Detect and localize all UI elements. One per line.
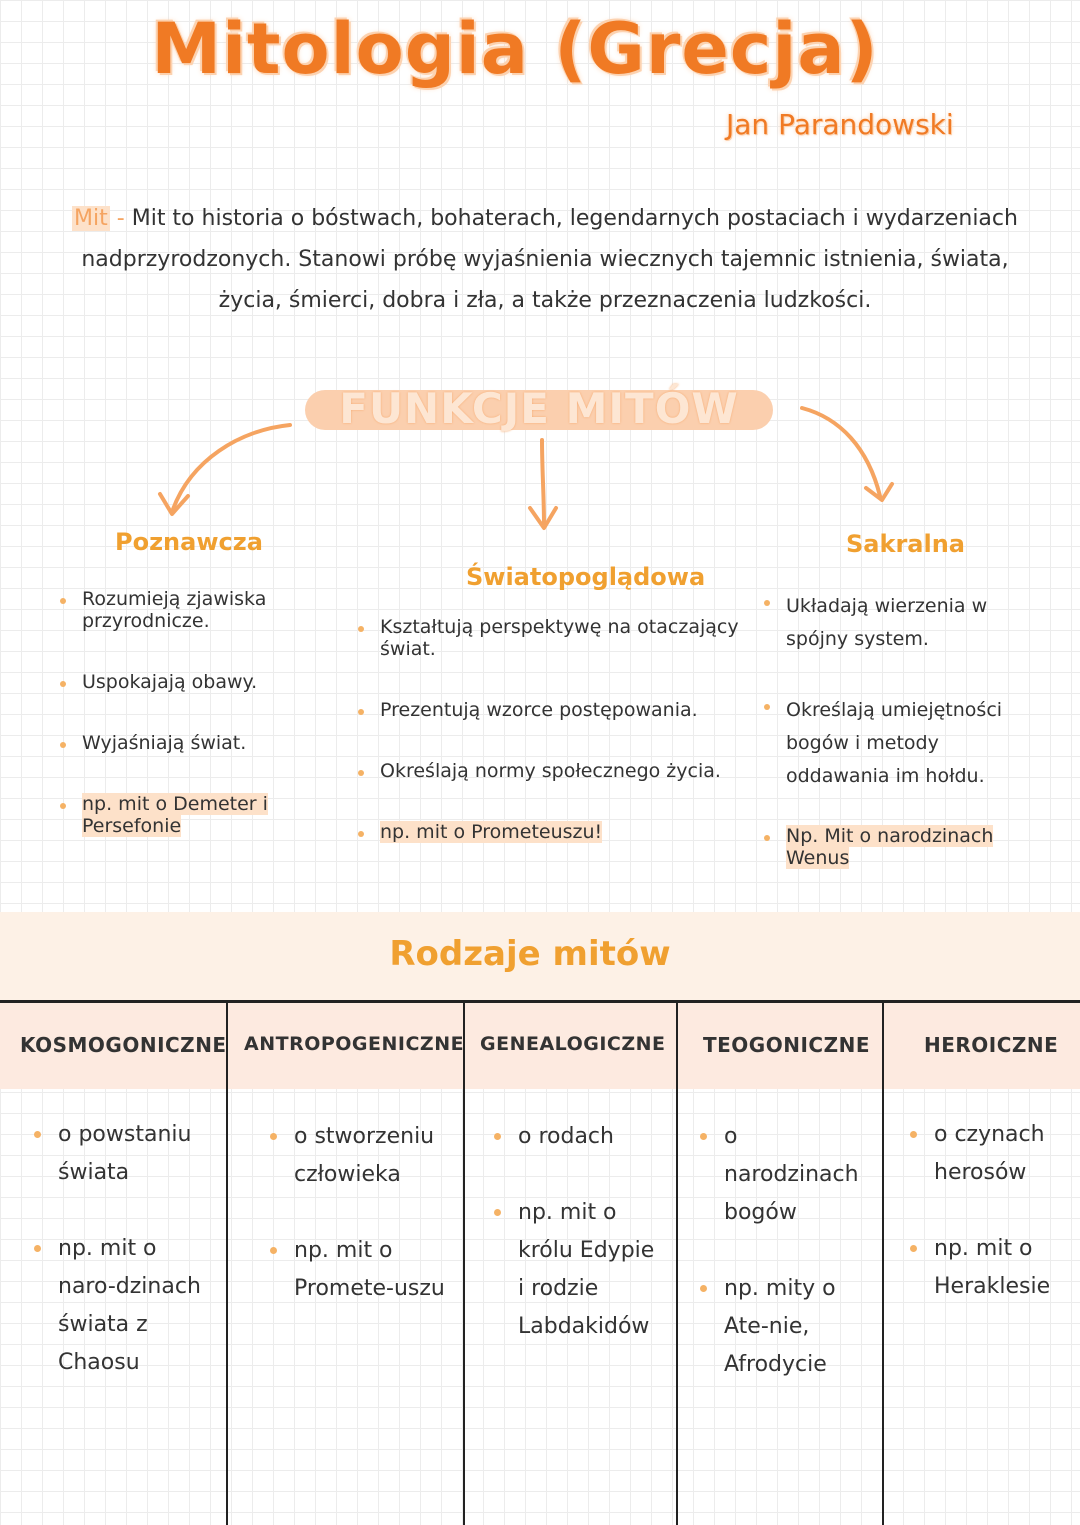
function-list-swiatopogladowa: [358, 616, 758, 843]
type-header-teogoniczne: TEOGONICZNE: [703, 1033, 870, 1057]
table-top-border: [0, 1000, 1080, 1003]
example-text: np. mit o Prometeuszu!: [380, 821, 603, 843]
list-item: np. mit o królu Edypie i rodzie Labdakidów: [494, 1194, 664, 1346]
list-item: o czynach herosów: [910, 1116, 1070, 1192]
list-item: np. mit o Promete-uszu: [270, 1232, 450, 1308]
definition-text: Mit to historia o bóstwach, bohaterach, legendarnych postaciach i wydarzeniach nadprzyrodzonych. Stanowi próbę wyjaśnienia wiecznych tajemnic istnienia, świata, życia, śmierci, dobra i zła, a także przeznaczenia ludzkości.: [81, 206, 1018, 313]
function-list-poznawcza: [60, 588, 360, 837]
column-divider: [226, 1003, 228, 1525]
type-header-antropogeniczne: ANTROPOGENICZNE: [244, 1033, 465, 1055]
type-list-teogoniczne: [700, 1118, 870, 1422]
example-text: Np. Mit o narodzinach Wenus: [786, 825, 994, 869]
list-item: Prezentują wzorce postępowania.: [358, 699, 758, 721]
function-title-swiatopogladowa: Światopoglądowa: [466, 563, 706, 591]
list-item: o rodach: [494, 1118, 664, 1156]
column-divider: [463, 1003, 465, 1525]
list-item: [764, 825, 1044, 869]
type-header-genealogiczne: GENEALOGICZNE: [480, 1033, 666, 1055]
list-item: o narodzinach bogów: [700, 1118, 870, 1232]
arrow-right-icon: [802, 408, 880, 496]
list-item: [358, 821, 758, 843]
list-item: Uspokajają obawy.: [60, 671, 360, 693]
function-list-sakralna: [764, 590, 1044, 869]
page-title: Mitologia (Grecja): [151, 8, 879, 90]
list-item: Rozumieją zjawiska przyrodnicze.: [60, 588, 360, 632]
types-title: Rodzaje mitów: [389, 934, 671, 974]
list-item: [60, 793, 360, 837]
functions-title: FUNKCJE MITÓW: [339, 384, 739, 433]
list-item: o powstaniu świata: [34, 1116, 214, 1192]
example-text: np. mit o Demeter i Persefonie: [82, 793, 268, 837]
arrow-middle-icon: [542, 440, 544, 525]
type-header-kosmogoniczne: KOSMOGONICZNE: [20, 1033, 227, 1057]
column-divider: [882, 1003, 884, 1525]
arrow-left-icon: [172, 425, 290, 512]
function-title-sakralna: Sakralna: [846, 530, 965, 558]
type-list-antropogeniczne: [270, 1118, 450, 1346]
list-item: np. mit o naro-dzinach świata z Chaosu: [34, 1230, 214, 1382]
list-item: Kształtują perspektywę na otaczający świat.: [358, 616, 758, 660]
definition-separator: -: [109, 206, 132, 231]
type-list-kosmogoniczne: [34, 1116, 214, 1420]
type-list-heroiczne: [910, 1116, 1070, 1344]
type-list-genealogiczne: [494, 1118, 664, 1384]
definition-label: Mit: [74, 206, 108, 231]
list-item: Określają normy społecznego życia.: [358, 760, 758, 782]
type-header-heroiczne: HEROICZNE: [924, 1033, 1059, 1057]
list-item: np. mity o Ate-nie, Afrodycie: [700, 1270, 870, 1384]
function-title-poznawcza: Poznawcza: [115, 528, 263, 556]
list-item: o stworzeniu człowieka: [270, 1118, 450, 1194]
column-divider: [676, 1003, 678, 1525]
arrows: [0, 0, 1080, 560]
author-name: Jan Parandowski: [726, 108, 954, 141]
list-item: Układają wierzenia w spójny system.: [764, 590, 1044, 656]
list-item: np. mit o Heraklesie: [910, 1230, 1070, 1306]
list-item: Wyjaśniają świat.: [60, 732, 360, 754]
list-item: Określają umiejętności bogów i metody oddawania im hołdu.: [764, 694, 1044, 793]
